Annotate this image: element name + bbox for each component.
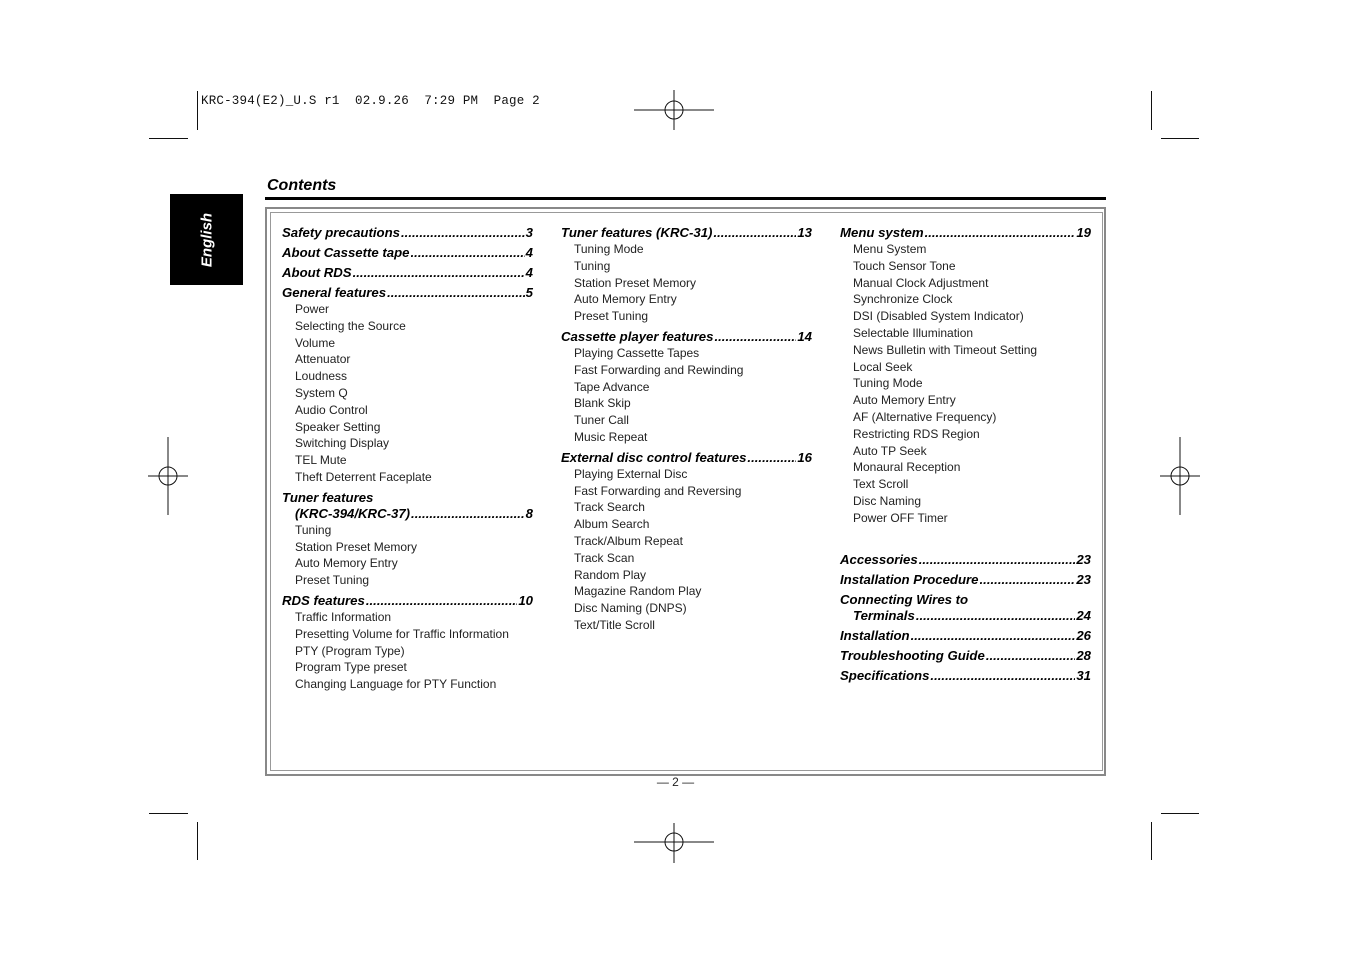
crop-mark xyxy=(1161,813,1199,814)
toc-subitem[interactable]: Blank Skip xyxy=(574,396,631,411)
toc-subitem[interactable]: Track Search xyxy=(574,500,645,515)
toc-page-number: 28 xyxy=(1076,647,1091,663)
toc-entry[interactable] xyxy=(561,329,812,345)
toc-subitem[interactable]: Magazine Random Play xyxy=(574,584,702,599)
toc-page-number: 4 xyxy=(525,265,533,280)
toc-subitem[interactable]: Presetting Volume for Traffic Information xyxy=(295,626,509,641)
leader-dots xyxy=(411,506,525,522)
toc-subitem[interactable]: Audio Control xyxy=(295,402,368,417)
toc-subitem[interactable]: AF (Alternative Frequency) xyxy=(853,409,997,424)
page-title: Contents xyxy=(267,177,337,194)
toc-subitem[interactable]: Random Play xyxy=(574,567,647,582)
page-number: — 2 — xyxy=(656,775,695,789)
registration-mark-icon xyxy=(634,90,714,130)
toc-entry-title: Installation xyxy=(840,627,910,643)
toc-subitem[interactable]: Disc Naming (DNPS) xyxy=(574,601,687,616)
leader-dots xyxy=(387,285,525,301)
toc-page-number: 19 xyxy=(1076,225,1091,240)
toc-subitem[interactable]: Speaker Setting xyxy=(295,419,381,434)
toc-entry[interactable] xyxy=(282,265,533,281)
leader-dots xyxy=(916,608,1076,624)
leader-dots xyxy=(919,552,1076,568)
crop-mark xyxy=(197,91,198,130)
toc-subitem[interactable]: Text Scroll xyxy=(853,477,909,492)
crop-mark xyxy=(149,813,188,814)
leader-dots xyxy=(401,225,525,241)
toc-entry-title: Cassette player features xyxy=(561,328,714,344)
toc-entry-title-continued: (KRC-394/KRC-37) xyxy=(295,505,411,521)
leader-dots xyxy=(747,450,796,466)
toc-entry-title: About RDS xyxy=(282,265,352,280)
toc-entry-title: Troubleshooting Guide xyxy=(840,647,985,663)
toc-entry[interactable] xyxy=(282,285,533,301)
toc-subitem[interactable]: TEL Mute xyxy=(295,453,347,468)
toc-subitem[interactable]: Selecting the Source xyxy=(295,318,406,333)
toc-entry[interactable] xyxy=(561,225,812,241)
toc-page-number: 14 xyxy=(797,328,812,344)
leader-dots xyxy=(930,668,1075,684)
toc-entry[interactable] xyxy=(840,572,1091,588)
toc-subitem[interactable]: Album Search xyxy=(574,517,650,532)
leader-dots xyxy=(411,245,525,261)
toc-subitem[interactable]: Menu System xyxy=(853,242,927,256)
toc-entry-title: Installation Procedure xyxy=(840,571,979,587)
toc-page-number: 23 xyxy=(1076,551,1091,567)
toc-subitem[interactable]: Touch Sensor Tone xyxy=(853,258,956,273)
leader-dots xyxy=(980,572,1076,588)
toc-page-number: 16 xyxy=(797,449,812,465)
toc-subitem[interactable]: Tuning xyxy=(574,258,611,273)
toc-subitem[interactable]: Auto Memory Entry xyxy=(295,556,398,571)
toc-subitem[interactable]: Monaural Reception xyxy=(853,460,961,475)
language-tab xyxy=(170,194,243,285)
toc-entry-title: Tuner features xyxy=(282,489,374,505)
toc-subitem[interactable]: Tape Advance xyxy=(574,379,650,394)
crop-mark xyxy=(1151,822,1152,860)
toc-page-number: 4 xyxy=(525,245,533,260)
crop-mark xyxy=(149,138,188,139)
leader-dots xyxy=(714,329,796,345)
toc-subitem[interactable]: Text/Title Scroll xyxy=(574,617,655,632)
toc-entry[interactable] xyxy=(840,648,1091,664)
toc-entry[interactable] xyxy=(840,628,1091,644)
toc-subitem[interactable]: PTY (Program Type) xyxy=(295,643,405,658)
leader-dots xyxy=(713,225,796,241)
toc-subitem[interactable]: Track Scan xyxy=(574,550,635,565)
toc-subitem[interactable]: Fast Forwarding and Reversing xyxy=(574,483,742,498)
toc-subitem[interactable]: Auto Memory Entry xyxy=(574,292,677,307)
contents-column-3 xyxy=(840,221,1091,684)
toc-subitem[interactable]: Tuning Mode xyxy=(853,376,923,391)
toc-subitem[interactable]: Auto Memory Entry xyxy=(853,393,956,408)
registration-mark-icon xyxy=(634,823,714,863)
toc-subitem[interactable]: Program Type preset xyxy=(295,660,407,675)
toc-subitem[interactable]: Tuner Call xyxy=(574,413,629,428)
registration-mark-icon xyxy=(148,437,188,515)
toc-entry[interactable] xyxy=(561,450,812,466)
toc-entry-title-continued: Terminals xyxy=(853,607,915,623)
toc-entry-title: RDS features xyxy=(282,592,365,608)
toc-subitem[interactable]: News Bulletin with Timeout Setting xyxy=(853,342,1038,357)
toc-subitem[interactable]: Station Preset Memory xyxy=(295,539,418,554)
toc-subitem[interactable]: Changing Language for PTY Function xyxy=(295,677,497,692)
toc-entry[interactable] xyxy=(840,668,1091,684)
section-gap xyxy=(840,527,1091,548)
toc-subitem[interactable]: Theft Deterrent Faceplate xyxy=(295,469,432,484)
leader-dots xyxy=(986,648,1076,664)
toc-entry-title: Accessories xyxy=(840,551,918,567)
toc-subitem[interactable]: DSI (Disabled System Indicator) xyxy=(853,309,1024,324)
toc-subitem[interactable]: Selectable Illumination xyxy=(853,325,974,340)
toc-page-number: 10 xyxy=(518,592,533,608)
toc-subitem[interactable]: Tuning Mode xyxy=(574,242,644,256)
toc-entry-title: External disc control features xyxy=(561,449,747,465)
toc-entry[interactable] xyxy=(282,245,533,261)
toc-page-number: 26 xyxy=(1076,627,1091,643)
toc-entry-title: Connecting Wires to xyxy=(840,591,969,607)
toc-subitem[interactable]: Disc Naming xyxy=(853,493,922,508)
toc-entry-title: Specifications xyxy=(840,667,930,683)
toc-page-number: 5 xyxy=(525,285,533,300)
toc-entry[interactable] xyxy=(282,225,533,241)
toc-subitem[interactable]: Attenuator xyxy=(295,352,351,367)
toc-subitem[interactable]: Power OFF Timer xyxy=(853,510,948,525)
toc-entry-title: Safety precautions xyxy=(282,225,400,240)
toc-subitem[interactable]: Manual Clock Adjustment xyxy=(853,275,989,290)
toc-entry[interactable] xyxy=(840,592,1091,624)
toc-subitem[interactable]: Playing Cassette Tapes xyxy=(574,345,700,360)
language-tab-label: English xyxy=(198,212,215,267)
contents-column-1 xyxy=(282,221,533,693)
title-rule xyxy=(265,197,1106,200)
toc-entry[interactable] xyxy=(282,490,533,522)
toc-page-number: 31 xyxy=(1076,667,1091,683)
toc-subitem[interactable]: System Q xyxy=(295,385,348,400)
print-header: KRC-394(E2)_U.S r1 02.9.26 7:29 PM Page 2 xyxy=(201,94,540,108)
toc-entry-title: Tuner features (KRC-31) xyxy=(561,225,713,240)
toc-entry-title: General features xyxy=(282,285,387,300)
leader-dots xyxy=(366,593,518,609)
toc-subitem[interactable]: Preset Tuning xyxy=(295,573,370,588)
toc-entry[interactable] xyxy=(840,225,1091,241)
contents-column-2 xyxy=(561,221,812,634)
toc-entry[interactable] xyxy=(282,593,533,609)
toc-subitem[interactable]: Power xyxy=(295,302,330,316)
toc-entry-line2 xyxy=(840,608,1091,624)
leader-dots xyxy=(925,225,1076,241)
toc-subitem[interactable]: Switching Display xyxy=(295,436,390,451)
toc-subitem[interactable]: Music Repeat xyxy=(574,429,648,444)
toc-entry[interactable] xyxy=(840,552,1091,568)
toc-page-number: 13 xyxy=(797,225,812,240)
toc-subitem[interactable]: Loudness xyxy=(295,369,348,384)
crop-mark xyxy=(197,822,198,860)
crop-mark xyxy=(1161,138,1199,139)
toc-entry-title: Menu system xyxy=(840,225,924,240)
toc-subitem[interactable]: Track/Album Repeat xyxy=(574,533,683,548)
toc-subitem[interactable]: Fast Forwarding and Rewinding xyxy=(574,362,744,377)
toc-subitem[interactable]: Playing External Disc xyxy=(574,466,688,481)
toc-subitem[interactable]: Preset Tuning xyxy=(574,309,649,324)
toc-page-number: 23 xyxy=(1076,571,1091,587)
toc-entry-line2 xyxy=(282,506,533,522)
toc-subitem[interactable]: Local Seek xyxy=(853,359,913,374)
toc-subitem[interactable]: Tuning xyxy=(295,522,332,537)
toc-subitem[interactable]: Synchronize Clock xyxy=(853,292,953,307)
leader-dots xyxy=(353,265,525,281)
toc-subitem[interactable]: Traffic Information xyxy=(295,609,392,624)
leader-dots xyxy=(911,628,1076,644)
toc-subitem[interactable]: Volume xyxy=(295,335,336,350)
toc-subitem[interactable]: Restricting RDS Region xyxy=(853,426,980,441)
toc-entry-title: About Cassette tape xyxy=(282,245,410,260)
registration-mark-icon xyxy=(1160,437,1200,515)
toc-page-number: 24 xyxy=(1076,607,1091,623)
toc-subitem[interactable]: Station Preset Memory xyxy=(574,275,697,290)
toc-page-number: 3 xyxy=(525,225,533,240)
toc-subitem[interactable]: Auto TP Seek xyxy=(853,443,927,458)
toc-page-number: 8 xyxy=(525,505,533,521)
crop-mark xyxy=(1151,91,1152,130)
